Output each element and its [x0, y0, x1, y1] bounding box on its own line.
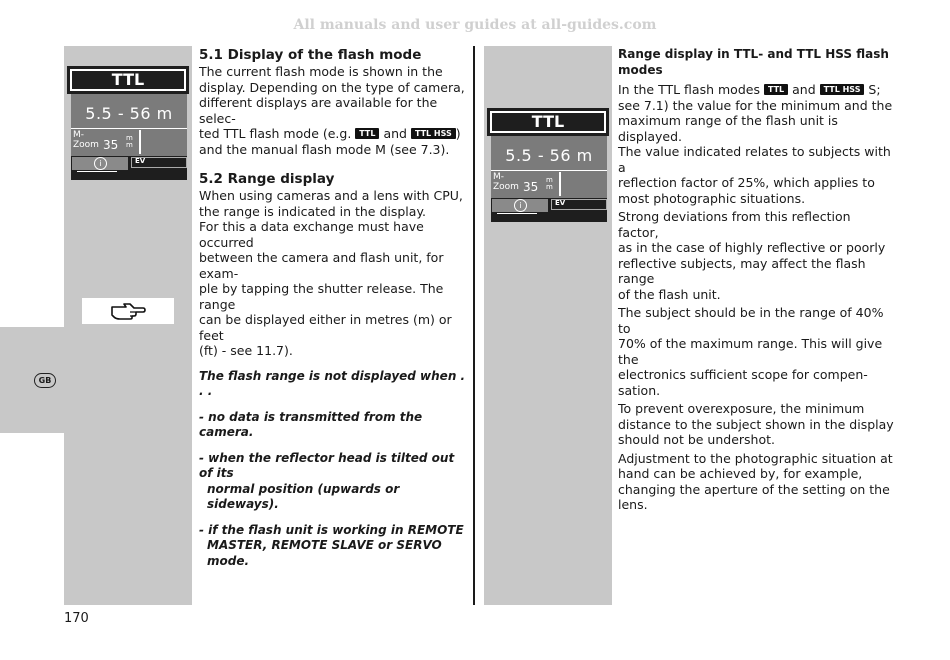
lcd-display-right — [487, 108, 609, 224]
paragraph-line: most photographic situations. — [618, 190, 806, 206]
paragraph-line: reflection factor of 25%, which applies to — [618, 175, 875, 190]
paragraph-line: of the flash unit. — [618, 286, 721, 302]
left-text-column — [199, 47, 469, 569]
paragraph-line: When using cameras and a lens with CPU, — [199, 188, 463, 203]
ev-label: EV — [555, 199, 566, 207]
paragraph-line: sation. — [618, 382, 661, 398]
watermark: All manuals and user guides at all-guides.com — [293, 17, 657, 33]
ttl-hss-badge: TTL HSS — [411, 128, 456, 139]
column-divider — [473, 46, 475, 605]
paragraph-line: can be displayed either in metres (m) or feet — [199, 312, 452, 343]
paragraph-line: hand can be achieved by, for example, — [618, 466, 863, 481]
paragraph-line: electronics sufficient scope for compen- — [618, 367, 868, 382]
ev-label: EV — [135, 157, 146, 165]
paragraph-line: The value indicated relates to subjects with a — [618, 144, 891, 175]
language-badge: GB — [34, 373, 56, 388]
section-heading-ttl-range: modes — [618, 62, 663, 77]
paragraph-line: 70% of the maximum range. This will give the — [618, 336, 883, 367]
paragraph-line: reflective subjects, may affect the flash range — [618, 255, 866, 286]
note-title: The flash range is not displayed when . . . — [199, 368, 466, 398]
page-number: 170 — [64, 611, 89, 626]
paragraph-line: In the TTL flash modes TTL and TTL HSS S; — [618, 82, 881, 97]
lcd-zoom-unit: m m — [126, 134, 133, 149]
lcd-zoom-value: 35 — [103, 138, 119, 152]
paragraph-line: ple by tapping the shutter release. The range — [199, 281, 444, 312]
note-item: MASTER, REMOTE SLAVE or SERVO mode. — [207, 538, 442, 568]
info-icon: i — [94, 157, 107, 170]
paragraph-line: and the manual flash mode M (see 7.3). — [199, 141, 450, 157]
lcd-zoom-label: M- Zoom — [73, 130, 99, 150]
note-box — [82, 298, 174, 324]
paragraph-line: see 7.1) the value for the minimum and the — [618, 97, 893, 113]
paragraph-line: (ft) - see 11.7). — [199, 343, 293, 358]
paragraph-line: should not be undershot. — [618, 432, 775, 447]
section-heading-flash-mode: 5.1 Display of the flash mode — [199, 47, 422, 63]
lcd-zoom-label: M- Zoom — [493, 172, 519, 192]
right-text-column — [618, 47, 894, 513]
lcd-display-left — [67, 66, 189, 182]
paragraph-line: For this a data exchange must have occurred — [199, 219, 424, 250]
lcd-range: 5.5 - 56 m — [505, 146, 593, 165]
paragraph-line: The subject should be in the range of 40% to — [618, 305, 884, 336]
paragraph-line: Strong deviations from this reflection factor, — [618, 209, 851, 240]
section-heading-ttl-range: Range display in TTL- and TTL HSS flash — [618, 47, 889, 61]
ttl-badge: TTL — [355, 128, 379, 139]
paragraph-line: different displays are available for the selec- — [199, 95, 438, 126]
lcd-mode: TTL — [70, 69, 186, 91]
paragraph-line: the range is indicated in the display. — [199, 203, 427, 219]
note-item: - no data is transmitted from the camera. — [199, 409, 423, 439]
paragraph-line: as in the case of highly reflective or poorly — [618, 240, 886, 255]
lcd-zoom-unit: m m — [546, 176, 553, 191]
paragraph-line: ted TTL flash mode (e.g. TTL and TTL HSS ) — [199, 126, 461, 141]
paragraph-line: distance to the subject shown in the display — [618, 416, 894, 432]
paragraph-line: between the camera and flash unit, for exam- — [199, 250, 444, 281]
paragraph-line: Adjustment to the photographic situation at — [618, 450, 893, 466]
ttl-badge: TTL — [764, 84, 788, 95]
paragraph-line: changing the aperture of the setting on the — [618, 481, 890, 497]
paragraph-line: maximum range of the flash unit is displayed. — [618, 113, 838, 144]
paragraph-line: The current flash mode is shown in the — [199, 64, 443, 79]
lcd-zoom-value: 35 — [523, 180, 539, 194]
ttl-hss-badge: TTL HSS — [820, 84, 865, 95]
info-icon: i — [514, 199, 527, 212]
pointing-hand-icon — [110, 301, 146, 321]
section-heading-range-display: 5.2 Range display — [199, 171, 335, 187]
paragraph-line: To prevent overexposure, the minimum — [618, 401, 865, 416]
paragraph-line: lens. — [618, 497, 648, 512]
note-item: - if the flash unit is working in REMOTE — [199, 522, 464, 537]
note-item: - when the reflector head is tilted out of its — [199, 450, 455, 480]
note-item: normal position (upwards or sideways). — [207, 481, 400, 511]
lcd-range: 5.5 - 56 m — [85, 104, 173, 123]
lcd-mode: TTL — [490, 111, 606, 133]
paragraph-line: display. Depending on the type of camera, — [199, 79, 465, 95]
